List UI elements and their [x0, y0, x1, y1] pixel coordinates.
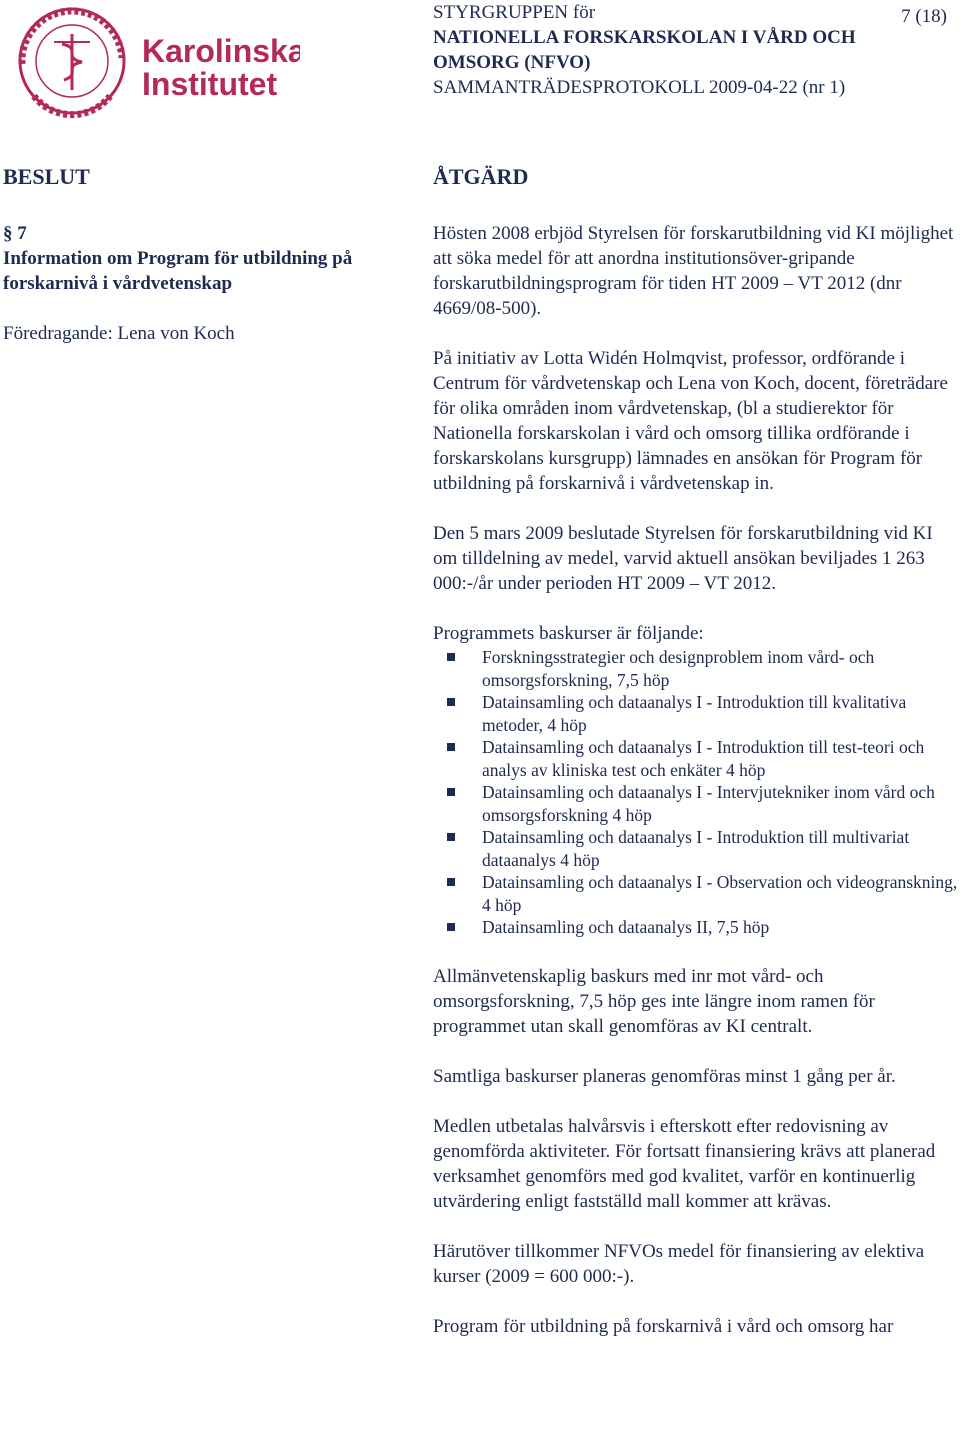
courses-intro: Programmets baskurser är följande: — [433, 623, 704, 644]
presenter: Föredragande: Lena von Koch — [3, 323, 235, 344]
list-item: Datainsamling och dataanalys I - Introduktion till test-teori och analys av kliniska test och enkäter 4 höp — [433, 736, 960, 781]
square-bullet-icon — [447, 788, 455, 796]
paragraph: Den 5 mars 2009 beslutade Styrelsen för forskarutbildning vid KI om tilldelning av medel, varvid aktuell ansökan beviljades 1 263 000:-/år under perioden HT 2009 – VT 2012. — [433, 523, 933, 594]
header-line1: STYRGRUPPEN för — [433, 2, 596, 23]
square-bullet-icon — [447, 923, 455, 931]
karolinska-logo — [10, 2, 300, 120]
list-item: Forskningsstrategier och designproblem inom vård- och omsorgsforskning, 7,5 höp — [433, 646, 960, 691]
paragraph: Allmänvetenskaplig baskurs med inr mot vård- och omsorgsforskning, 7,5 höp ges inte längre inom ramen för programmet utan skall genomföras av KI centralt. — [433, 965, 875, 1037]
paragraph: Medlen utbetalas halvårsvis i efterskott efter redovisning av genomförda aktiviteter. För fortsatt finansiering krävs att planerad verksamhet genomförs med god kvalitet, varför en kontinuerlig utvärdering enligt fastställd mall kommer att krävas. — [433, 1115, 936, 1212]
course-list — [433, 646, 960, 939]
square-bullet-icon — [447, 743, 455, 751]
header-line4: SAMMANTRÄDESPROTOKOLL 2009-04-22 (nr 1) — [433, 77, 846, 98]
logo-wordmark-line1: Karolinska — [142, 33, 300, 69]
list-item: Datainsamling och dataanalys I - Observation och videogranskning, 4 höp — [433, 871, 960, 916]
paragraph: På initiativ av Lotta Widén Holmqvist, professor, ordförande i Centrum för vårdvetenskap och Lena von Koch, docent, företrädare för olika områden inom vårdvetenskap, (bl a studierektor för Nationella forskarskolan i vård och omsorg tillika ordförande i forskarskolans kursgrupp) lämnades en ansökan för Program för utbildning på forskarnivå i vårdvetenskap in. — [433, 348, 948, 494]
list-item: Datainsamling och dataanalys I - Intervjutekniker inom vård och omsorgsforskning 4 höp — [433, 781, 960, 826]
header-line3: OMSORG (NFVO) — [433, 52, 591, 73]
list-item: Datainsamling och dataanalys I - Introduktion till multivariat dataanalys 4 höp — [433, 826, 960, 871]
list-item: Datainsamling och dataanalys II, 7,5 höp — [433, 916, 960, 939]
section-number: § 7 — [3, 223, 27, 244]
section-title-line1: Information om Program för utbildning på — [3, 248, 353, 269]
list-item: Datainsamling och dataanalys I - Introduktion till kvalitativa metoder, 4 höp — [433, 691, 960, 736]
square-bullet-icon — [447, 653, 455, 661]
karolinska-seal-icon — [10, 2, 300, 120]
square-bullet-icon — [447, 833, 455, 841]
square-bullet-icon — [447, 698, 455, 706]
action-column — [433, 160, 960, 1364]
decision-heading: BESLUT — [3, 164, 90, 189]
action-heading: ÅTGÄRD — [433, 164, 529, 189]
paragraph: Program för utbildning på forskarnivå i vård och omsorg har — [433, 1315, 894, 1337]
paragraph: Samtliga baskurser planeras genomföras minst 1 gång per år. — [433, 1065, 896, 1087]
section-title-line2: forskarnivå i vårdvetenskap — [3, 273, 233, 294]
decision-column — [3, 160, 418, 371]
logo-wordmark-line2: Institutet — [142, 66, 278, 102]
square-bullet-icon — [447, 878, 455, 886]
paragraph: Härutöver tillkommer NFVOs medel för finansiering av elektiva kurser (2009 = 600 000:-). — [433, 1240, 925, 1287]
document-header — [433, 0, 953, 100]
page-number: 7 (18) — [901, 6, 947, 27]
header-line2: NATIONELLA FORSKARSKOLAN I VÅRD OCH — [433, 27, 856, 48]
paragraph: Hösten 2008 erbjöd Styrelsen för forskarutbildning vid KI möjlighet att söka medel för att anordna institutionsöver-gripande forskarutbildningsprogram för tiden HT 2009 – VT 2012 (dnr 4669/08-500). — [433, 223, 954, 319]
